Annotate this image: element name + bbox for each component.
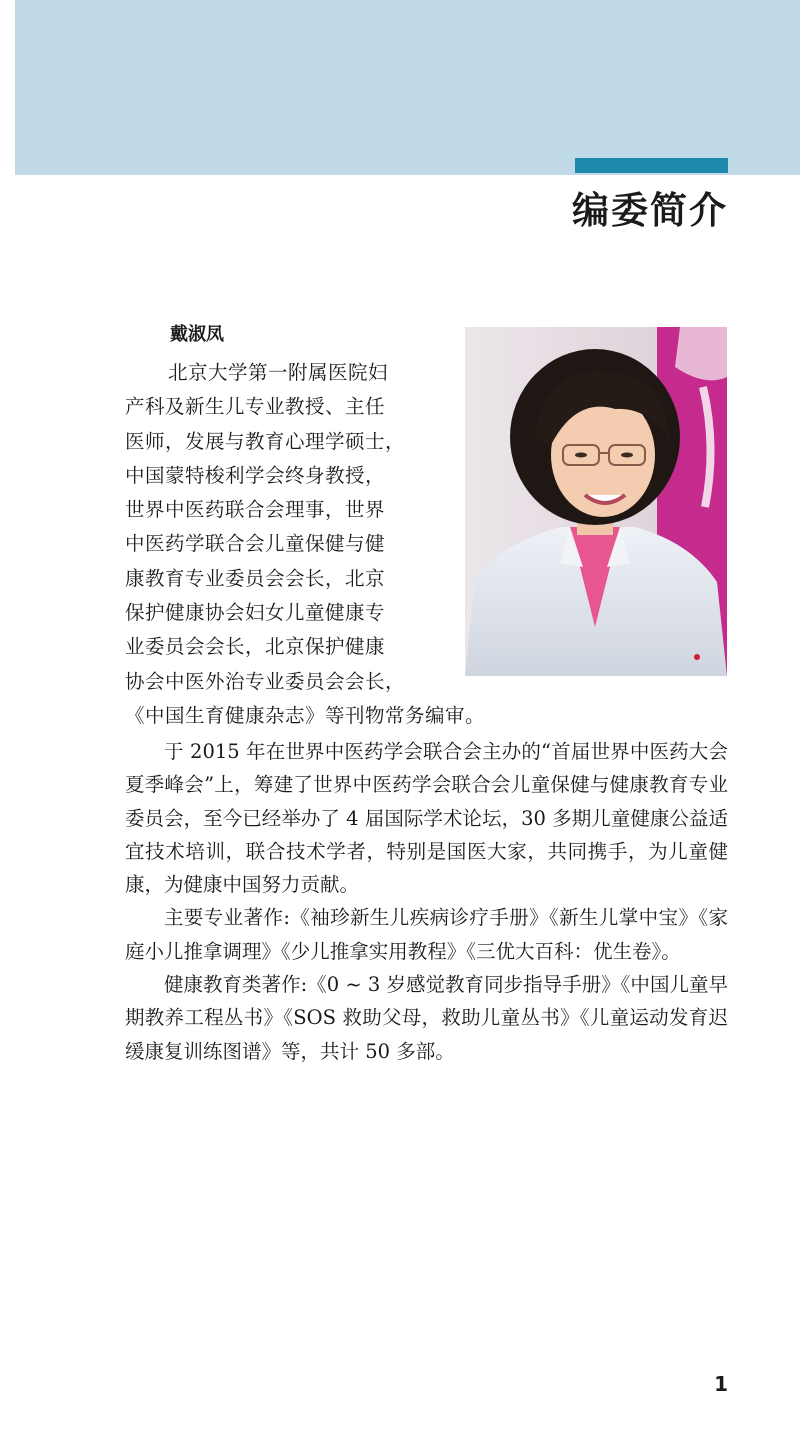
bio-line: 《中国生育健康杂志》等刊物常务编审。 (125, 703, 486, 727)
bio-paragraph: 于 2015 年在世界中医药学会联合会主办的“首届世界中医药大会夏季峰会”上，筹建了世界中医药学会联合会儿童保健与健康教育专业委员会，至今已经举办了 4 届国际学术论坛，30 多期儿童健康公益适宜技术培训，联合技术学者，特别是国医大家，共同携手，为儿童健康，为健康中国努力贡献。 (125, 740, 728, 897)
portrait-photo (465, 327, 727, 676)
bio-line: 中医药学联合会儿童保健与健 (125, 532, 386, 556)
author-name: 戴淑凤 (170, 324, 224, 345)
page-number: 1 (714, 1372, 728, 1396)
bio-line: 协会中医外治专业委员会会长， (125, 669, 406, 693)
bio-intro (125, 356, 486, 733)
bio-line: 产科及新生儿专业教授、主任 (125, 395, 386, 419)
bio-line: 医师，发展与教育心理学硕士， (125, 429, 406, 453)
bio-line: 康教育专业委员会会长，北京 (125, 566, 386, 590)
works-paragraph: 主要专业著作:《袖珍新生儿疾病诊疗手册》《新生儿掌中宝》《家庭小儿推拿调理》《少儿推拿实用教程》《三优大百科：优生卷》。 (125, 906, 728, 963)
bio-line: 保护健康协会妇女儿童健康专 (125, 601, 386, 625)
bio-line: 世界中医药联合会理事，世界 (125, 498, 386, 522)
works-paragraph: 健康教育类著作:《0 ~ 3 岁感觉教育同步指导手册》《中国儿童早期教养工程丛书》《SOS 救助父母，救助儿童丛书》《儿童运动发育迟缓康复训练图谱》等，共计 50 多部。 (125, 973, 728, 1063)
page-title: 编委简介 (572, 189, 728, 232)
bio-line: 业委员会会长，北京保护健康 (125, 635, 386, 659)
header-band (15, 0, 800, 175)
portrait-illustration (465, 327, 727, 676)
bio-line: 中国蒙特梭利学会终身教授， (125, 463, 386, 487)
bio-line: 北京大学第一附属医院妇 (168, 361, 389, 384)
bio-body (125, 735, 728, 1068)
title-accent-bar (575, 158, 728, 173)
